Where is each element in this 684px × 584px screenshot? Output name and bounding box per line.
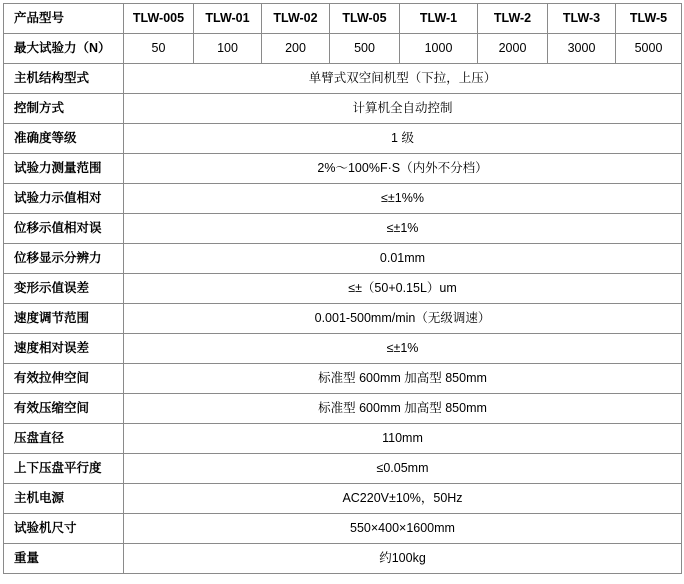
table-row	[4, 394, 682, 424]
value-cell: 0.001-500mm/min（无级调速）	[124, 304, 682, 334]
value-cell: ≤±（50+0.15L）um	[124, 274, 682, 304]
value-cell: 1000	[400, 34, 478, 64]
row-label: 速度相对误差	[4, 334, 124, 364]
value-cell: 200	[262, 34, 330, 64]
row-label: 控制方式	[4, 94, 124, 124]
table-row	[4, 184, 682, 214]
model-cell: TLW-2	[478, 4, 548, 34]
row-label: 试验机尺寸	[4, 514, 124, 544]
model-cell: TLW-02	[262, 4, 330, 34]
row-label: 有效压缩空间	[4, 394, 124, 424]
value-cell: 标准型 600mm 加高型 850mm	[124, 364, 682, 394]
table-row	[4, 124, 682, 154]
table-row	[4, 424, 682, 454]
value-cell: 1 级	[124, 124, 682, 154]
value-cell: 500	[330, 34, 400, 64]
row-label: 速度调节范围	[4, 304, 124, 334]
table-row	[4, 454, 682, 484]
table-row	[4, 64, 682, 94]
value-cell: ≤0.05mm	[124, 454, 682, 484]
value-cell: 550×400×1600mm	[124, 514, 682, 544]
value-cell: ≤±1%%	[124, 184, 682, 214]
row-label: 试验力测量范围	[4, 154, 124, 184]
table-row	[4, 244, 682, 274]
table-row	[4, 154, 682, 184]
table-row	[4, 364, 682, 394]
value-cell: 2%～100%F·S（内外不分档）	[124, 154, 682, 184]
row-label: 压盘直径	[4, 424, 124, 454]
table-row	[4, 304, 682, 334]
row-label: 主机结构型式	[4, 64, 124, 94]
model-cell: TLW-3	[548, 4, 616, 34]
value-cell: 约100kg	[124, 544, 682, 574]
row-label: 重量	[4, 544, 124, 574]
table-row	[4, 4, 682, 34]
row-label: 主机电源	[4, 484, 124, 514]
value-cell: 单臂式双空间机型（下拉，上压）	[124, 64, 682, 94]
model-cell: TLW-005	[124, 4, 194, 34]
value-cell: 100	[194, 34, 262, 64]
value-cell: 2000	[478, 34, 548, 64]
table-row	[4, 514, 682, 544]
table-row	[4, 544, 682, 574]
specifications-table	[3, 3, 682, 574]
row-label: 上下压盘平行度	[4, 454, 124, 484]
value-cell: 标准型 600mm 加高型 850mm	[124, 394, 682, 424]
value-cell: 110mm	[124, 424, 682, 454]
value-cell: ≤±1%	[124, 334, 682, 364]
value-cell: 计算机全自动控制	[124, 94, 682, 124]
row-label: 准确度等级	[4, 124, 124, 154]
row-label: 位移示值相对误	[4, 214, 124, 244]
value-cell: 3000	[548, 34, 616, 64]
model-cell: TLW-05	[330, 4, 400, 34]
row-label: 有效拉伸空间	[4, 364, 124, 394]
table-row	[4, 214, 682, 244]
table-row	[4, 94, 682, 124]
table-row	[4, 484, 682, 514]
specifications-table-body	[4, 4, 682, 574]
value-cell: AC220V±10%，50Hz	[124, 484, 682, 514]
model-cell: TLW-1	[400, 4, 478, 34]
table-row	[4, 34, 682, 64]
value-cell: 5000	[616, 34, 682, 64]
row-label: 产品型号	[4, 4, 124, 34]
model-cell: TLW-5	[616, 4, 682, 34]
model-cell: TLW-01	[194, 4, 262, 34]
table-row	[4, 334, 682, 364]
row-label: 变形示值误差	[4, 274, 124, 304]
value-cell: ≤±1%	[124, 214, 682, 244]
row-label: 最大试验力（N）	[4, 34, 124, 64]
table-row	[4, 274, 682, 304]
value-cell: 0.01mm	[124, 244, 682, 274]
row-label: 试验力示值相对	[4, 184, 124, 214]
row-label: 位移显示分辨力	[4, 244, 124, 274]
value-cell: 50	[124, 34, 194, 64]
